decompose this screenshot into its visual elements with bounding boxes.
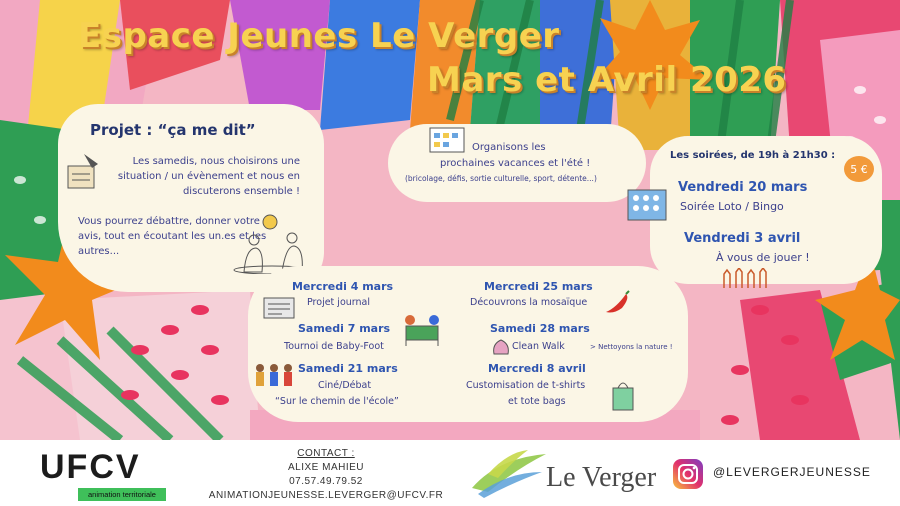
children-icon bbox=[250, 362, 298, 396]
event-date: Samedi 28 mars bbox=[490, 322, 590, 335]
poster-subtitle: Mars et Avril 2026 bbox=[427, 60, 787, 100]
event-desc-detail: “Sur le chemin de l'école” bbox=[275, 396, 399, 407]
contact-name: ALIXE MAHIEU bbox=[287, 462, 365, 473]
vacances-line-1: Organisons les bbox=[472, 142, 546, 153]
tote-bag-icon bbox=[610, 378, 636, 412]
planning-board-icon bbox=[428, 124, 468, 158]
babyfoot-icon bbox=[400, 312, 444, 346]
event-note: > Nettoyons la nature ! bbox=[590, 343, 673, 351]
soiree-2-date: Vendredi 3 avril bbox=[684, 231, 801, 246]
soiree-2-desc: À vous de jouer ! bbox=[716, 251, 810, 264]
event-date: Mercredi 8 avril bbox=[488, 362, 586, 375]
price-badge: 5 € bbox=[844, 156, 874, 182]
trash-bag-icon bbox=[490, 334, 512, 356]
event-desc: Ciné/Débat bbox=[318, 380, 372, 391]
instagram-icon[interactable] bbox=[672, 458, 704, 490]
soiree-1-date: Vendredi 20 mars bbox=[678, 180, 808, 195]
vacances-line-2: prochaines vacances et l'été ! bbox=[440, 158, 591, 169]
soiree-1-desc: Soirée Loto / Bingo bbox=[680, 200, 784, 213]
event-date: Samedi 7 mars bbox=[298, 322, 391, 335]
event-date: Mercredi 25 mars bbox=[484, 280, 593, 293]
event-desc: Tournoi de Baby-Foot bbox=[284, 341, 384, 352]
projet-debate-text: Vous pourrez débattre, donner votre avis, tout en écoutant les un.es et les autres... bbox=[78, 216, 267, 257]
event-desc: Projet journal bbox=[307, 297, 370, 308]
vacances-activities: (bricolage, défis, sortie culturelle, sport, détente...) bbox=[405, 174, 597, 183]
discussion-people-icon bbox=[232, 214, 316, 274]
le-verger-leaf-icon bbox=[468, 448, 550, 500]
event-desc: Customisation de t-shirts bbox=[466, 380, 586, 391]
instagram-handle[interactable]: @LEVERGERJEUNESSE bbox=[713, 465, 871, 479]
projet-title: Projet : “ça me dit” bbox=[90, 121, 256, 139]
poster-title: Espace Jeunes Le Verger bbox=[78, 16, 560, 56]
event-desc: Découvrons la mosaïque bbox=[470, 297, 588, 308]
projet-description: Les samedis, nous choisirons une situation / un évènement et nous en discuterons ensemble ! bbox=[117, 156, 300, 197]
event-date: Mercredi 4 mars bbox=[292, 280, 394, 293]
bingo-card-icon bbox=[626, 188, 670, 224]
raised-hands-icon bbox=[718, 268, 778, 288]
soirees-heading: Les soirées, de 19h à 21h30 : bbox=[670, 150, 836, 161]
contact-phone[interactable]: 07.57.49.79.52 bbox=[289, 476, 363, 487]
event-date: Samedi 21 mars bbox=[298, 362, 398, 375]
ufcv-tagline: animation territoriale bbox=[78, 488, 166, 501]
ufcv-logo: UFCV bbox=[40, 448, 141, 486]
contact-email[interactable]: ANIMATIONJEUNESSE.LEVERGER@UFCV.FR bbox=[208, 490, 444, 501]
event-desc-detail: et tote bags bbox=[508, 396, 566, 407]
newspaper-icon bbox=[262, 294, 298, 320]
event-desc: Clean Walk bbox=[512, 341, 565, 352]
le-verger-logo-text: Le Verger bbox=[546, 462, 657, 493]
chili-pepper-icon bbox=[602, 290, 632, 316]
contact-heading: CONTACT : bbox=[297, 448, 355, 459]
